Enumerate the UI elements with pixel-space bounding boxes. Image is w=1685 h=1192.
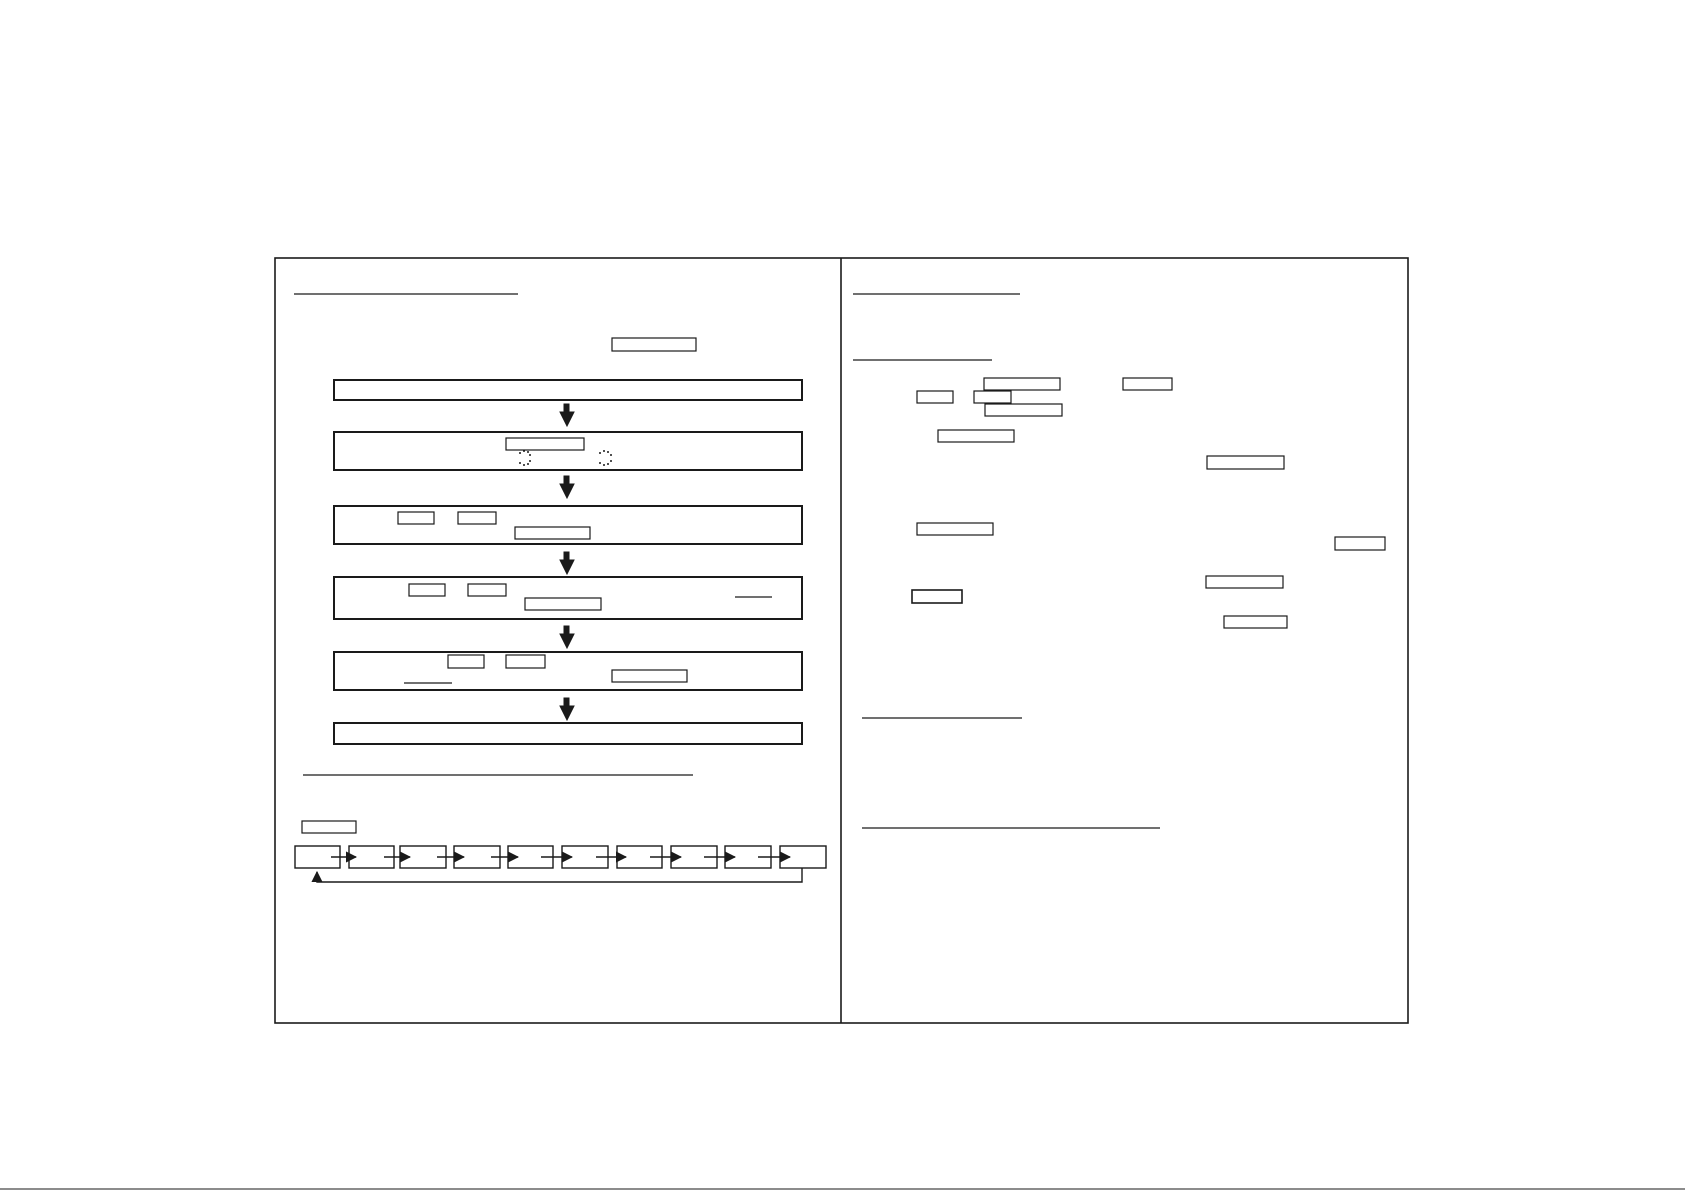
key-box bbox=[409, 584, 445, 596]
key-box bbox=[1224, 616, 1287, 628]
key-box bbox=[458, 512, 496, 524]
key-box bbox=[1335, 537, 1385, 550]
flow-arrow bbox=[560, 552, 574, 574]
key-box bbox=[1123, 378, 1172, 390]
key-box bbox=[612, 338, 696, 351]
key-box bbox=[1206, 576, 1283, 588]
flow-arrow bbox=[560, 626, 574, 648]
right-page bbox=[853, 294, 1385, 828]
left-page bbox=[294, 294, 826, 882]
key-box bbox=[515, 527, 590, 539]
key-box bbox=[506, 438, 584, 450]
key-box bbox=[448, 655, 484, 668]
key-box bbox=[912, 590, 962, 603]
key-box bbox=[468, 584, 506, 596]
cycle-return-path bbox=[317, 868, 802, 882]
key-box bbox=[612, 670, 687, 682]
key-box bbox=[974, 391, 1011, 403]
flow-arrow bbox=[560, 404, 574, 426]
key-box bbox=[1207, 456, 1284, 469]
flow-arrow bbox=[560, 476, 574, 498]
key-box bbox=[984, 378, 1060, 390]
key-box bbox=[398, 512, 434, 524]
key-box bbox=[938, 430, 1014, 442]
blinking-indicator bbox=[519, 450, 612, 466]
key-box bbox=[506, 655, 545, 668]
procedure-flowchart bbox=[334, 380, 802, 744]
flow-step-box bbox=[334, 723, 802, 744]
key-box bbox=[525, 598, 601, 610]
page-frame bbox=[275, 258, 1408, 1023]
key-box bbox=[917, 391, 953, 403]
flow-arrow bbox=[560, 698, 574, 720]
key-box bbox=[302, 821, 356, 833]
flow-step-box bbox=[334, 652, 802, 690]
key-box bbox=[917, 523, 993, 535]
flow-step-box bbox=[334, 380, 802, 400]
mode-cycle-diagram bbox=[295, 846, 826, 882]
key-box bbox=[985, 404, 1062, 416]
